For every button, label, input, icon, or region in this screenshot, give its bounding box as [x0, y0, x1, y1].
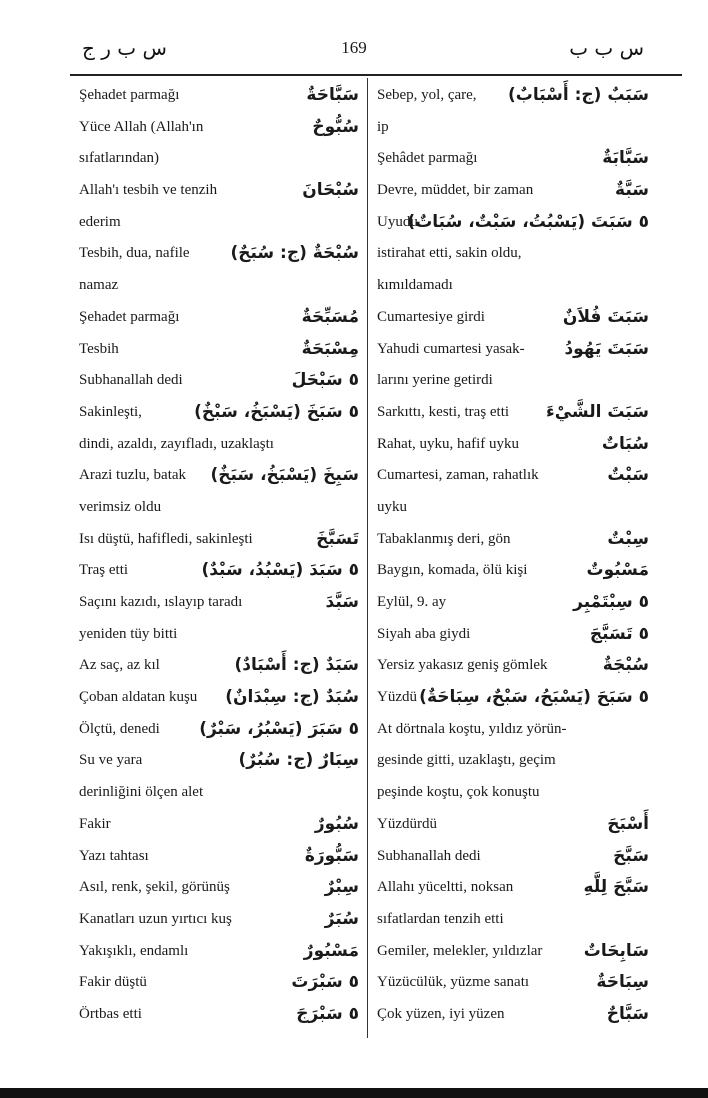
entry-row: [377, 714, 649, 746]
entry-row: [79, 777, 359, 809]
arabic-headword: سُبْحَانَ: [302, 180, 359, 201]
right-column: [377, 80, 649, 1030]
entry-row: [377, 175, 649, 207]
turkish-definition: Uyudu: [377, 213, 418, 230]
arabic-headword: سُبُورٌ: [314, 813, 359, 834]
entry-row: [79, 334, 359, 366]
entry-row: [377, 619, 649, 651]
arabic-headword: سَبَّةٌ: [615, 180, 649, 201]
entry-row: [377, 555, 649, 587]
turkish-definition: Subhanallah dedi: [377, 847, 481, 864]
turkish-definition: At dörtnala koştu, yıldız yörün-: [377, 720, 567, 737]
entry-row: [377, 207, 649, 239]
entry-row: [79, 587, 359, 619]
turkish-definition: Sebep, yol, çare,: [377, 87, 477, 103]
turkish-definition: Devre, müddet, bir zaman: [377, 182, 534, 199]
turkish-definition: namaz: [79, 277, 119, 294]
entry-row: [377, 745, 649, 777]
turkish-definition: Yüce Allah (Allah'ın: [79, 118, 204, 135]
entry-row: [377, 365, 649, 397]
arabic-headword: تَسَبَّخَ: [316, 528, 359, 549]
entry-row: [79, 238, 359, 270]
turkish-definition: sıfatlarından): [79, 150, 159, 167]
entry-row: [79, 270, 359, 302]
arabic-headword: سُبَاتٌ: [601, 433, 649, 454]
arabic-headword: ٥ سَبَحَ (يَسْبَحُ، سَبْحٌ، سِبَاحَةٌ): [419, 687, 649, 708]
arabic-headword: مَسْبُوتٌ: [586, 560, 649, 581]
turkish-definition: sıfatlardan tenzih etti: [377, 910, 504, 927]
turkish-definition: Fakir: [79, 815, 111, 832]
turkish-definition: istirahat etti, sakin oldu,: [377, 245, 522, 262]
turkish-definition: Tesbih: [79, 340, 119, 357]
arabic-headword: سُبَرٌ: [324, 908, 359, 929]
entry-row: [377, 397, 649, 429]
turkish-definition: Cumartesi, zaman, rahatlık: [377, 467, 539, 484]
entry-row: [79, 967, 359, 999]
arabic-headword: سِبْرٌ: [324, 877, 359, 898]
entry-row: [377, 999, 649, 1031]
page-number: 169: [341, 38, 367, 57]
arabic-headword: سَبَتَ يَهُودُ: [564, 338, 649, 359]
entry-row: [377, 777, 649, 809]
turkish-definition: Şehâdet parmağı: [377, 150, 478, 167]
entry-row: [79, 460, 359, 492]
entry-row: [377, 238, 649, 270]
header-right-letters: س ب ب: [569, 36, 644, 60]
turkish-definition: uyku: [377, 498, 407, 515]
entry-row: [79, 80, 359, 112]
header-left-letters: س ب ر ج: [82, 36, 167, 60]
arabic-headword: سُبَدٌ (ج: سِبْدَانٌ): [225, 687, 359, 708]
entry-row: [377, 904, 649, 936]
arabic-headword: سُبْحَةٌ (ج: سُبَحٌ): [230, 243, 359, 264]
turkish-definition: Subhanallah dedi: [79, 372, 183, 389]
turkish-definition: Yahudi cumartesi yasak-: [377, 340, 525, 357]
left-column: [79, 80, 359, 1030]
entry-row: [79, 936, 359, 968]
turkish-definition: ederim: [79, 213, 121, 230]
turkish-definition: Az saç, az kıl: [79, 657, 160, 674]
turkish-definition: Örtbas etti: [79, 1005, 142, 1022]
arabic-headword: ٥ سَبْرَجَ: [296, 1003, 359, 1024]
entry-row: [377, 587, 649, 619]
entry-row: [377, 429, 649, 461]
entry-row: [79, 872, 359, 904]
arabic-headword: ٥ سِبْتَمْبِر: [573, 592, 649, 612]
arabic-headword: سُبْجَةٌ: [602, 655, 649, 676]
turkish-definition: Baygın, komada, ölü kişi: [377, 562, 528, 579]
entry-row: [377, 143, 649, 175]
arabic-headword: سَبَّحَ: [613, 845, 649, 866]
turkish-definition: Traş etti: [79, 562, 129, 579]
turkish-definition: Yakışıklı, endamlı: [79, 942, 189, 959]
entry-row: [79, 745, 359, 777]
turkish-definition: Asıl, renk, şekil, görünüş: [79, 879, 230, 896]
turkish-definition: Çok yüzen, iyi yüzen: [377, 1005, 505, 1022]
entry-row: [377, 650, 649, 682]
entry-row: [79, 302, 359, 334]
turkish-definition: Allah'ı tesbih ve tenzih: [79, 182, 218, 199]
turkish-definition: Rahat, uyku, hafif uyku: [377, 435, 520, 452]
turkish-definition: Yazı tahtası: [79, 847, 149, 864]
entry-row: [377, 809, 649, 841]
arabic-headword: سَبَدٌ (ج: أَسْبَادٌ): [234, 655, 359, 676]
entry-row: [79, 999, 359, 1031]
arabic-headword: سِبَارٌ (ج: سُبُرٌ): [238, 750, 359, 771]
entry-row: [79, 682, 359, 714]
arabic-headword: سَبْتٌ: [607, 465, 649, 486]
turkish-definition: Fakir düştü: [79, 974, 147, 991]
column-divider: [367, 78, 368, 1038]
entry-row: [377, 302, 649, 334]
arabic-headword: ٥ سَبَتَ (يَسْبُتُ، سَبْتٌ، سُبَاتٌ): [407, 211, 649, 232]
turkish-definition: Şehadet parmağı: [79, 308, 180, 325]
entry-row: [377, 872, 649, 904]
scan-bottom-edge: [0, 1088, 708, 1098]
turkish-definition: Kanatları uzun yırtıcı kuş: [79, 910, 232, 927]
entry-row: [377, 334, 649, 366]
entry-row: [79, 175, 359, 207]
arabic-headword: سَبَّابَةٌ: [602, 148, 649, 169]
entry-row: [79, 143, 359, 175]
entry-row: [79, 429, 359, 461]
entry-row: [377, 80, 649, 112]
turkish-definition: Yüzücülük, yüzme sanatı: [377, 974, 530, 991]
arabic-headword: ٥ سَبَرَ (يَسْبُرُ، سَبْرٌ): [199, 718, 359, 739]
turkish-definition: Allahı yüceltti, noksan: [377, 879, 514, 896]
entry-row: [79, 809, 359, 841]
turkish-definition: Sakinleşti,: [79, 403, 142, 420]
turkish-definition: kımıldamadı: [377, 277, 453, 294]
entry-row: [79, 365, 359, 397]
entry-row: [377, 460, 649, 492]
header-rule: [70, 74, 682, 76]
entry-row: [79, 714, 359, 746]
arabic-headword: مُسَبِّحَةٌ: [301, 306, 359, 327]
entry-row: [377, 112, 649, 144]
turkish-definition: verimsiz oldu: [79, 498, 162, 515]
entry-row: [79, 904, 359, 936]
entry-row: [79, 492, 359, 524]
arabic-headword: ٥ تَسَبَّجَ: [589, 623, 649, 644]
arabic-headword: سِبَاحَةٌ: [596, 972, 649, 993]
entry-row: [79, 397, 359, 429]
turkish-definition: Tabaklanmış deri, gön: [377, 530, 511, 547]
turkish-definition: dindi, azaldı, zayıfladı, uzaklaştı: [79, 435, 274, 452]
arabic-headword: سَبَّاحَةٌ: [306, 85, 359, 105]
entry-row: [79, 207, 359, 239]
entry-row: [377, 967, 649, 999]
entry-row: [377, 492, 649, 524]
entry-row: [377, 270, 649, 302]
turkish-definition: Cumartesiye girdi: [377, 308, 485, 325]
arabic-headword: سَبَّحَ لِلَّهِ: [583, 877, 649, 898]
arabic-headword: سَابِحَاتٌ: [583, 940, 649, 961]
turkish-definition: Ölçtü, denedi: [79, 720, 160, 737]
arabic-headword: سَبَّدَ: [325, 592, 359, 612]
entry-row: [377, 524, 649, 556]
turkish-definition: derinliğini ölçen alet: [79, 784, 204, 801]
turkish-definition: Gemiler, melekler, yıldızlar: [377, 942, 543, 959]
turkish-definition: Yersiz yakasız geniş gömlek: [377, 657, 548, 674]
arabic-headword: ٥ سَبْحَلَ: [291, 370, 359, 391]
turkish-definition: Siyah aba giydi: [377, 625, 471, 642]
entry-row: [377, 841, 649, 873]
entry-row: [377, 936, 649, 968]
arabic-headword: ٥ سَبَخَ (يَسْبَخُ، سَبْخٌ): [194, 401, 359, 422]
turkish-definition: peşinde koştu, çok konuştu: [377, 784, 540, 801]
arabic-headword: سُبُّوحٌ: [312, 116, 359, 137]
turkish-definition: Arazi tuzlu, batak: [79, 467, 187, 484]
entry-row: [79, 619, 359, 651]
arabic-headword: سَبَّاحٌ: [606, 1003, 649, 1024]
turkish-definition: larını yerine getirdi: [377, 372, 493, 389]
arabic-headword: أَسْبَحَ: [607, 813, 649, 834]
turkish-definition: gesinde gitti, uzaklaştı, geçim: [377, 752, 556, 769]
arabic-headword: سَبَتَ فُلاَنٌ: [562, 306, 649, 327]
turkish-definition: Çoban aldatan kuşu: [79, 689, 198, 706]
arabic-headword: سَبَبٌ (ج: أَسْبَابٌ): [507, 85, 649, 105]
arabic-headword: مَسْبُورٌ: [303, 940, 359, 961]
arabic-headword: مِسْبَحَةٌ: [301, 338, 359, 359]
turkish-definition: Isı düştü, hafifledi, sakinleşti: [79, 530, 253, 547]
turkish-definition: Yüzdürdü: [377, 815, 437, 832]
arabic-headword: سَبِخَ (يَسْبَخُ، سَبَخٌ): [210, 465, 359, 486]
entry-row: [79, 841, 359, 873]
turkish-definition: Saçını kazıdı, ıslayıp taradı: [79, 594, 243, 610]
turkish-definition: Su ve yara: [79, 752, 143, 769]
turkish-definition: Şehadet parmağı: [79, 87, 180, 103]
entry-row: [377, 682, 649, 714]
turkish-definition: ip: [377, 118, 389, 135]
turkish-definition: Sarkıttı, kesti, traş etti: [377, 403, 510, 420]
arabic-headword: ٥ سَبَدَ (يَسْبُدُ، سَبْدٌ): [201, 560, 359, 581]
entry-row: [79, 112, 359, 144]
arabic-headword: سَبُّورَةٌ: [304, 845, 359, 866]
entry-row: [79, 524, 359, 556]
arabic-headword: سَبَتَ الشَّيْءَ: [546, 401, 649, 422]
entry-row: [79, 555, 359, 587]
arabic-headword: سِبْتٌ: [607, 528, 649, 549]
turkish-definition: Tesbih, dua, nafile: [79, 245, 190, 262]
arabic-headword: ٥ سَبْرَتَ: [291, 972, 359, 993]
turkish-definition: Eylül, 9. ay: [377, 594, 447, 610]
turkish-definition: Yüzdü: [377, 689, 417, 706]
entry-row: [79, 650, 359, 682]
turkish-definition: yeniden tüy bitti: [79, 625, 178, 642]
